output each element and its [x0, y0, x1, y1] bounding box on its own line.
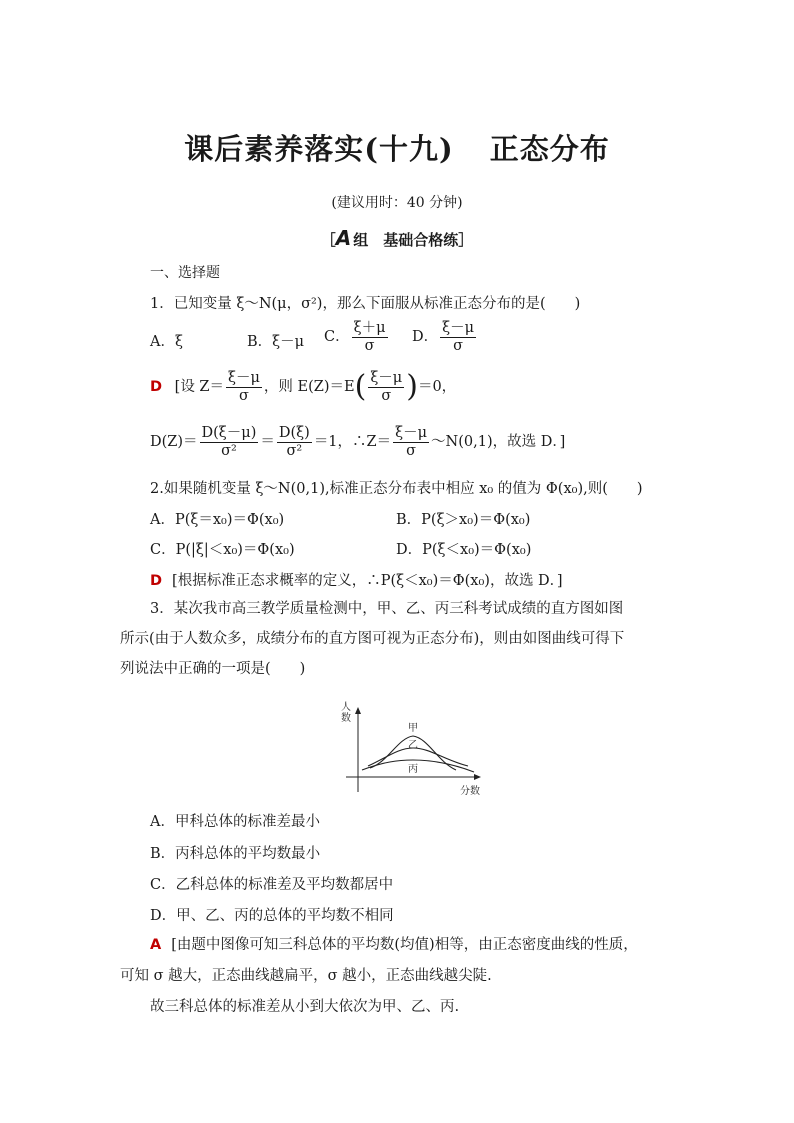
q1-answer: D	[150, 379, 163, 396]
q1-exp2-b: ＝1，∴Z＝	[313, 434, 392, 451]
y-label-2: 数	[341, 713, 351, 724]
left-paren: (	[354, 369, 367, 405]
q2-stem: 2.如果随机变量 ξ～N(0,1),标准正态分布表中相应 x₀ 的值为 Φ(x₀),则( )	[150, 481, 643, 497]
y-axis-arrow	[355, 707, 361, 714]
q3-stem-line2: 所示(由于人数众多，成绩分布的直方图可视为正态分布)，则由如图曲线可得下	[120, 631, 625, 647]
y-label-1: 人	[341, 702, 351, 713]
q1-option-a: A．ξ	[150, 334, 183, 350]
q3-stem-line1: 3．某次我市高三教学质量检测中，甲、乙、丙三科考试成绩的直方图如图	[150, 601, 624, 617]
q1-option-c-numerator: ξ＋μ	[353, 320, 386, 336]
q1-exp2-numerator1: D(ξ－μ)	[201, 425, 257, 441]
q3-stem-line3: 列说法中正确的一项是( )	[120, 661, 306, 677]
q1-exp1-numerator2: ξ－μ	[370, 370, 403, 386]
q1-option-b: B．ξ－μ	[247, 334, 305, 350]
q1-stem: 1．已知变量 ξ～N(μ，σ²)，那么下面服从标准正态分布的是( )	[150, 296, 581, 312]
curve-bing	[362, 760, 474, 772]
q3-option-d: D．甲、乙、丙的总体的平均数不相同	[150, 908, 394, 924]
group-bracket-close: ］	[458, 231, 474, 249]
group-label: 组 基础合格练	[353, 231, 459, 249]
q3-option-a: A．甲科总体的标准差最小	[150, 814, 320, 830]
title-part1: 课后素养落实(十九)	[184, 132, 454, 166]
q1-explanation-line1	[150, 370, 456, 404]
q3-option-b: B．丙科总体的平均数最小	[150, 846, 321, 862]
q2-explanation-text: [根据标准正态求概率的定义，∴P(ξ＜x₀)＝Φ(x₀)，故选 D．]	[172, 573, 563, 589]
q2-explanation	[150, 569, 563, 590]
q3-explanation-line2: 可知 σ 越大，正态曲线越扁平，σ 越小，正态曲线越尖陡.	[120, 968, 492, 984]
right-paren: )	[406, 369, 418, 405]
q1-option-d-numerator: ξ－μ	[442, 320, 475, 336]
q2-option-d: D．P(ξ＜x₀)＝Φ(x₀)	[396, 542, 532, 558]
q1-option-d-denominator: σ	[453, 337, 464, 354]
q2-option-c: C．P(|ξ|＜x₀)＝Φ(x₀)	[150, 542, 295, 558]
q3-explanation-line1	[150, 932, 638, 958]
page-title	[0, 127, 794, 168]
q1-exp2-c: ～N(0,1)，故选 D．]	[431, 434, 566, 451]
q1-exp2-denominator2: σ²	[286, 442, 303, 459]
q1-option-c-label: C．	[324, 329, 350, 346]
x-axis-arrow	[474, 774, 481, 780]
group-bracket-open: ［	[320, 231, 336, 249]
q1-exp1-denominator2: σ	[381, 387, 392, 404]
normal-curves-figure	[338, 700, 488, 800]
q2-option-b: B．P(ξ＞x₀)＝Φ(x₀)	[396, 512, 531, 528]
suggested-time: (建议用时：40 分钟)	[331, 195, 463, 211]
q1-option-d	[412, 320, 478, 354]
q1-exp2-eq: ＝	[260, 434, 275, 451]
q2-answer: D	[150, 573, 163, 589]
q1-option-c-denominator: σ	[364, 337, 375, 354]
q3-exp-line1-text: [由题中图像可知三科总体的平均数(均值)相等，由正态密度曲线的性质，	[171, 937, 638, 953]
q2-option-a: A．P(ξ＝x₀)＝Φ(x₀)	[150, 512, 285, 528]
section-heading: 一、选择题	[150, 265, 220, 281]
q1-exp2-a: D(Z)＝	[150, 434, 198, 451]
q3-answer: A	[150, 937, 162, 953]
q1-exp2-denominator3: σ	[406, 442, 417, 459]
x-label: 分数	[460, 786, 480, 797]
q1-exp1-numerator: ξ－μ	[228, 370, 260, 386]
title-part2: 正态分布	[489, 132, 610, 166]
group-header	[0, 226, 794, 250]
q1-explanation-line2	[150, 425, 565, 459]
curve-label-jia: 甲	[408, 723, 418, 734]
q1-exp2-numerator3: ξ－μ	[395, 425, 428, 441]
q1-exp1-b: ，则 E(Z)＝E	[263, 379, 355, 396]
q1-exp2-numerator2: D(ξ)	[278, 425, 310, 441]
q1-exp1-c: ＝0，	[417, 379, 457, 396]
group-letter: A	[335, 226, 352, 250]
q1-option-d-label: D．	[412, 329, 439, 346]
q1-exp1-denominator: σ	[239, 387, 249, 404]
curve-label-bing: 丙	[408, 764, 418, 775]
q1-exp2-denominator1: σ²	[221, 442, 237, 459]
q1-exp1-a: [设 Z＝	[174, 379, 224, 396]
q3-option-c: C．乙科总体的标准差及平均数都居中	[150, 877, 394, 893]
q3-explanation-line3: 故三科总体的标准差从小到大依次为甲、乙、丙.	[150, 999, 460, 1015]
curve-label-yi: 乙	[408, 740, 418, 751]
q1-option-c	[324, 320, 390, 354]
